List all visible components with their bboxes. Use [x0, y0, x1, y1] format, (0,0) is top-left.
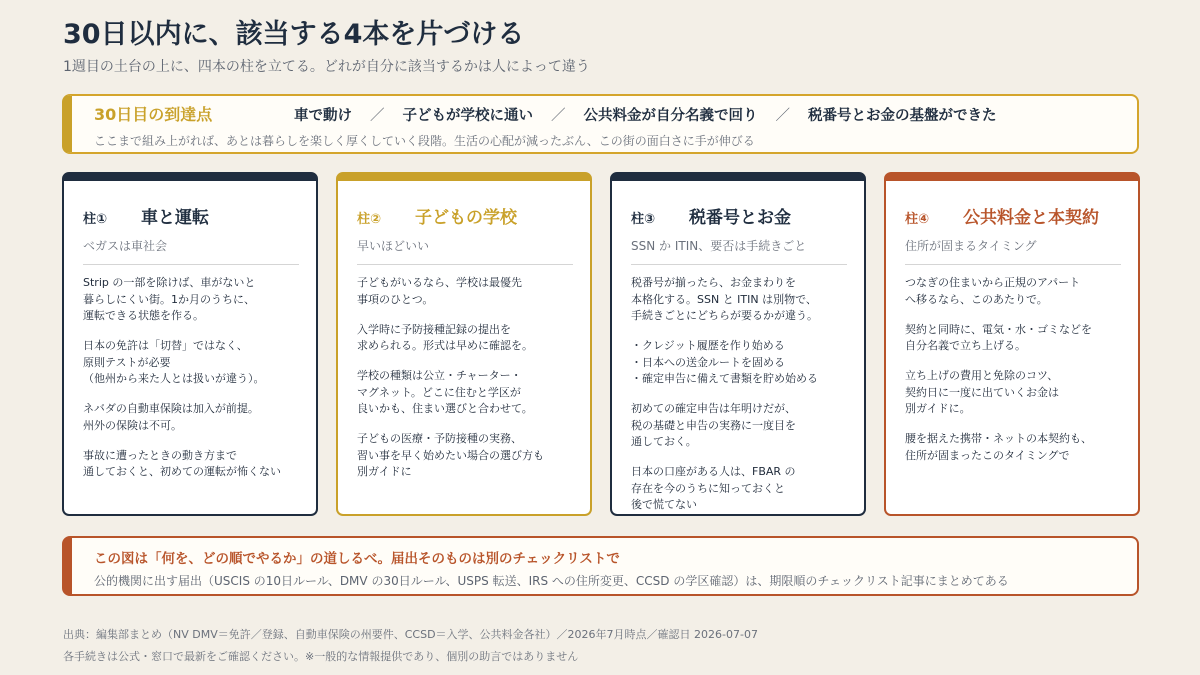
note-title: この図は「何を、どの順でやるか」の道しるべ。届出そのものは別のチェックリストで: [94, 551, 620, 567]
pillar-title: 車と運転: [141, 208, 209, 228]
pillar-subtitle: 住所が固まるタイミング: [905, 237, 1121, 265]
goal-separator: ／: [775, 108, 790, 124]
pillar-paragraph: 事故に遭ったときの動き方まで 通しておくと、初めての運転が怖くない: [83, 448, 281, 478]
pillar-paragraph: 子どもの医療・予防接種の実務、 習い事を早く始めたい場合の選び方も 別ガイドに: [357, 432, 544, 478]
page-subtitle: 1週目の土台の上に、四本の柱を立てる。どれが自分に該当するかは人によって違う: [63, 59, 590, 75]
pillar-header: [357, 203, 517, 228]
pillar-body: [357, 275, 583, 494]
pillar-body: [631, 275, 857, 527]
pillar-card-utilities: [884, 172, 1140, 516]
goal-description: ここまで組み上がれば、あとは暮らしを楽しく厚くしていく段階。生活の心配が減ったぶん、この街の面白さに手が伸びる: [94, 134, 755, 148]
footer-source: 出典：編集部まとめ（NV DMV＝免許／登録、自動車保険の州要件、CCSD＝入学、公共料金各社）／2026年7月時点／確認日 2026-07-07: [63, 628, 758, 641]
pillar-paragraph: Strip の一部を除けば、車がないと 暮らしにくい街。1か月のうちに、 運転できる状態を作る。: [83, 276, 256, 322]
pillar-paragraph: ・クレジット履歴を作り始める ・日本への送金ルートを固める ・確定申告に備えて書類を貯め始める: [631, 339, 818, 385]
goal-item: 税番号とお金の基盤ができた: [808, 108, 997, 124]
pillar-body: [905, 275, 1131, 478]
goal-item: 子どもが学校に通い: [402, 108, 533, 124]
pillar-subtitle: 早いほどいい: [357, 237, 573, 265]
note-box: [62, 536, 1139, 596]
page-title: 30日以内に、該当する4本を片づける: [63, 19, 525, 50]
pillar-number: 柱③: [631, 212, 656, 227]
pillar-paragraph: 税番号が揃ったら、お金まわりを 本格化する。SSN と ITIN は別物で、 手続きごとにどちらが要るかが違う。: [631, 276, 818, 322]
footer-disclaimer: 各手続きは公式・窓口で最新をご確認ください。※一般的な情報提供であり、個別の助言ではありません: [63, 650, 579, 663]
pillar-header: [631, 203, 791, 228]
pillar-number: 柱①: [83, 212, 108, 227]
goal-separator: ／: [551, 108, 566, 124]
pillar-card-school: [336, 172, 592, 516]
pillar-number: 柱②: [357, 212, 382, 227]
goal-box: [62, 94, 1139, 154]
note-description: 公的機関に出す届出（USCIS の10日ルール、DMV の30日ルール、USPS 転送、IRS への住所変更、CCSD の学区確認）は、期限順のチェックリスト記事にまとめてある: [94, 574, 1009, 588]
goal-item: 車で動け: [294, 108, 352, 124]
pillar-paragraph: ネバダの自動車保険は加入が前提。 州外の保険は不可。: [83, 402, 259, 432]
pillar-subtitle: ベガスは車社会: [83, 237, 299, 265]
pillar-paragraph: 契約と同時に、電気・水・ゴミなどを 自分名義で立ち上げる。: [905, 322, 1092, 352]
pillar-card-car: [62, 172, 318, 516]
pillar-header: [905, 203, 1099, 228]
pillar-paragraph: 入学時に予防接種記録の提出を 求められる。形式は早めに確認を。: [357, 322, 533, 352]
goal-items: [294, 104, 997, 125]
pillar-number: 柱④: [905, 212, 930, 227]
pillar-paragraph: 腰を据えた携帯・ネットの本契約も、 住所が固まったこのタイミングで: [905, 432, 1092, 462]
pillar-subtitle: SSN か ITIN、要否は手続きごと: [631, 237, 847, 265]
pillar-card-tax-money: [610, 172, 866, 516]
pillar-paragraph: 日本の免許は「切替」ではなく、 原則テストが必要 （他州から来た人とは扱いが違う）。: [83, 339, 265, 385]
pillar-title: 税番号とお金: [689, 208, 791, 228]
pillar-paragraph: 立ち上げの費用と免除のコツ、 契約日に一度に出ていくお金は 別ガイドに。: [905, 369, 1059, 415]
goal-separator: ／: [370, 108, 385, 124]
pillar-title: 公共料金と本契約: [963, 208, 1099, 228]
pillar-header: [83, 203, 209, 228]
goal-item: 公共料金が自分名義で回り: [583, 108, 758, 124]
pillar-paragraph: 学校の種類は公立・チャーター・ マグネット。どこに住むと学区が 良いかも、住まい選びと合わせて。: [357, 369, 533, 415]
pillar-paragraph: つなぎの住まいから正規のアパート へ移るなら、このあたりで。: [905, 276, 1081, 306]
pillar-paragraph: 子どもがいるなら、学校は最優先 事項のひとつ。: [357, 276, 522, 306]
pillar-title: 子どもの学校: [415, 208, 517, 228]
pillar-paragraph: 日本の口座がある人は、FBAR の 存在を今のうちに知っておくと 後で慌てない: [631, 465, 796, 511]
pillar-body: [83, 275, 309, 494]
pillar-paragraph: 初めての確定申告は年明けだが、 税の基礎と申告の実務に一度目を 通しておく。: [631, 402, 796, 448]
goal-label: 30日目の到達点: [94, 105, 213, 124]
